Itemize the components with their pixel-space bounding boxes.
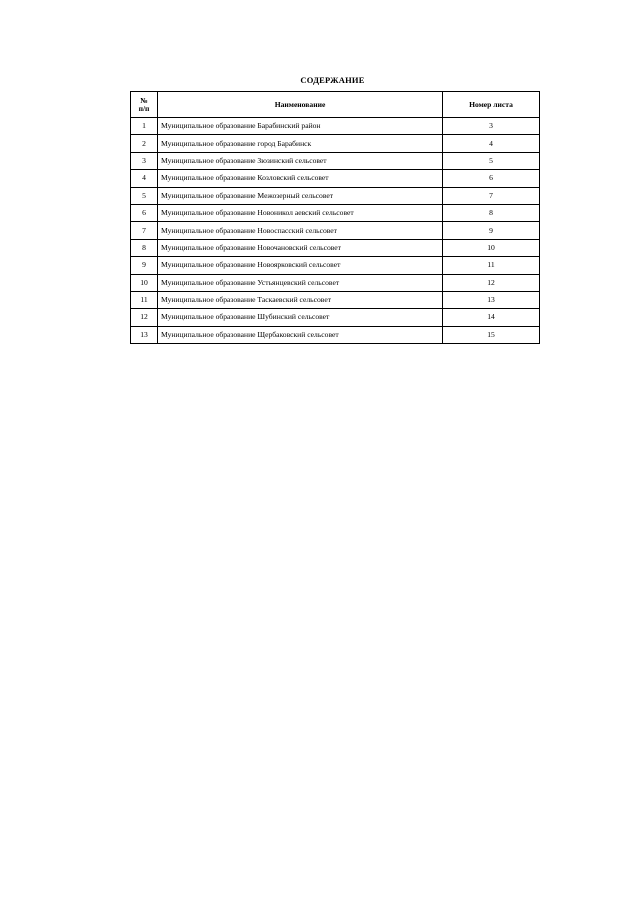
header-number bbox=[131, 92, 158, 118]
table-row bbox=[131, 135, 540, 152]
table-row bbox=[131, 274, 540, 291]
header-number-line2: п/п bbox=[138, 103, 150, 113]
row-name: Муниципальное образование Козловский сельсовет bbox=[158, 170, 443, 187]
table-header-row bbox=[131, 92, 540, 118]
row-name: Муниципальное образование Зюзинский сельсовет bbox=[158, 152, 443, 169]
row-sheet-number: 13 bbox=[443, 291, 540, 308]
row-sheet-number: 11 bbox=[443, 257, 540, 274]
row-sheet-number: 4 bbox=[443, 135, 540, 152]
row-number: 1 bbox=[131, 118, 158, 135]
document-title: СОДЕРЖАНИЕ bbox=[300, 75, 365, 85]
row-name: Муниципальное образование Новочановский сельсовет bbox=[158, 239, 443, 256]
table-row bbox=[131, 291, 540, 308]
row-sheet-number: 14 bbox=[443, 309, 540, 326]
row-number: 5 bbox=[131, 187, 158, 204]
row-number: 6 bbox=[131, 204, 158, 221]
row-name: Муниципальное образование Межозерный сельсовет bbox=[158, 187, 443, 204]
row-sheet-number: 7 bbox=[443, 187, 540, 204]
table-row bbox=[131, 118, 540, 135]
row-name: Муниципальное образование Щербаковский сельсовет bbox=[158, 326, 443, 343]
contents-table bbox=[130, 91, 540, 344]
header-name: Наименование bbox=[158, 92, 443, 118]
row-sheet-number: 8 bbox=[443, 204, 540, 221]
row-sheet-number: 10 bbox=[443, 239, 540, 256]
row-number: 2 bbox=[131, 135, 158, 152]
row-sheet-number: 9 bbox=[443, 222, 540, 239]
row-sheet-number: 6 bbox=[443, 170, 540, 187]
row-name: Муниципальное образование город Барабинск bbox=[158, 135, 443, 152]
table-row bbox=[131, 239, 540, 256]
row-number: 7 bbox=[131, 222, 158, 239]
row-name: Муниципальное образование Шубинский сельсовет bbox=[158, 309, 443, 326]
row-sheet-number: 5 bbox=[443, 152, 540, 169]
row-sheet-number: 3 bbox=[443, 118, 540, 135]
table-row bbox=[131, 257, 540, 274]
table-row bbox=[131, 309, 540, 326]
row-number: 4 bbox=[131, 170, 158, 187]
row-sheet-number: 12 bbox=[443, 274, 540, 291]
row-number: 12 bbox=[131, 309, 158, 326]
row-name: Муниципальное образование Новоярковский сельсовет bbox=[158, 257, 443, 274]
row-name: Муниципальное образование Новоникол аевский сельсовет bbox=[158, 204, 443, 221]
row-number: 13 bbox=[131, 326, 158, 343]
table-row bbox=[131, 187, 540, 204]
row-name: Муниципальное образование Барабинский район bbox=[158, 118, 443, 135]
row-name: Муниципальное образование Устьянцевский сельсовет bbox=[158, 274, 443, 291]
header-sheet-number: Номер листа bbox=[443, 92, 540, 118]
row-name: Муниципальное образование Новоспасский сельсовет bbox=[158, 222, 443, 239]
row-number: 3 bbox=[131, 152, 158, 169]
row-number: 10 bbox=[131, 274, 158, 291]
table-row bbox=[131, 326, 540, 343]
row-number: 11 bbox=[131, 291, 158, 308]
table-row bbox=[131, 204, 540, 221]
row-number: 9 bbox=[131, 257, 158, 274]
row-number: 8 bbox=[131, 239, 158, 256]
row-name: Муниципальное образование Таскаевский сельсовет bbox=[158, 291, 443, 308]
header-number-line1: № bbox=[140, 95, 148, 105]
row-sheet-number: 15 bbox=[443, 326, 540, 343]
table-row bbox=[131, 152, 540, 169]
table-row bbox=[131, 222, 540, 239]
table-row bbox=[131, 170, 540, 187]
